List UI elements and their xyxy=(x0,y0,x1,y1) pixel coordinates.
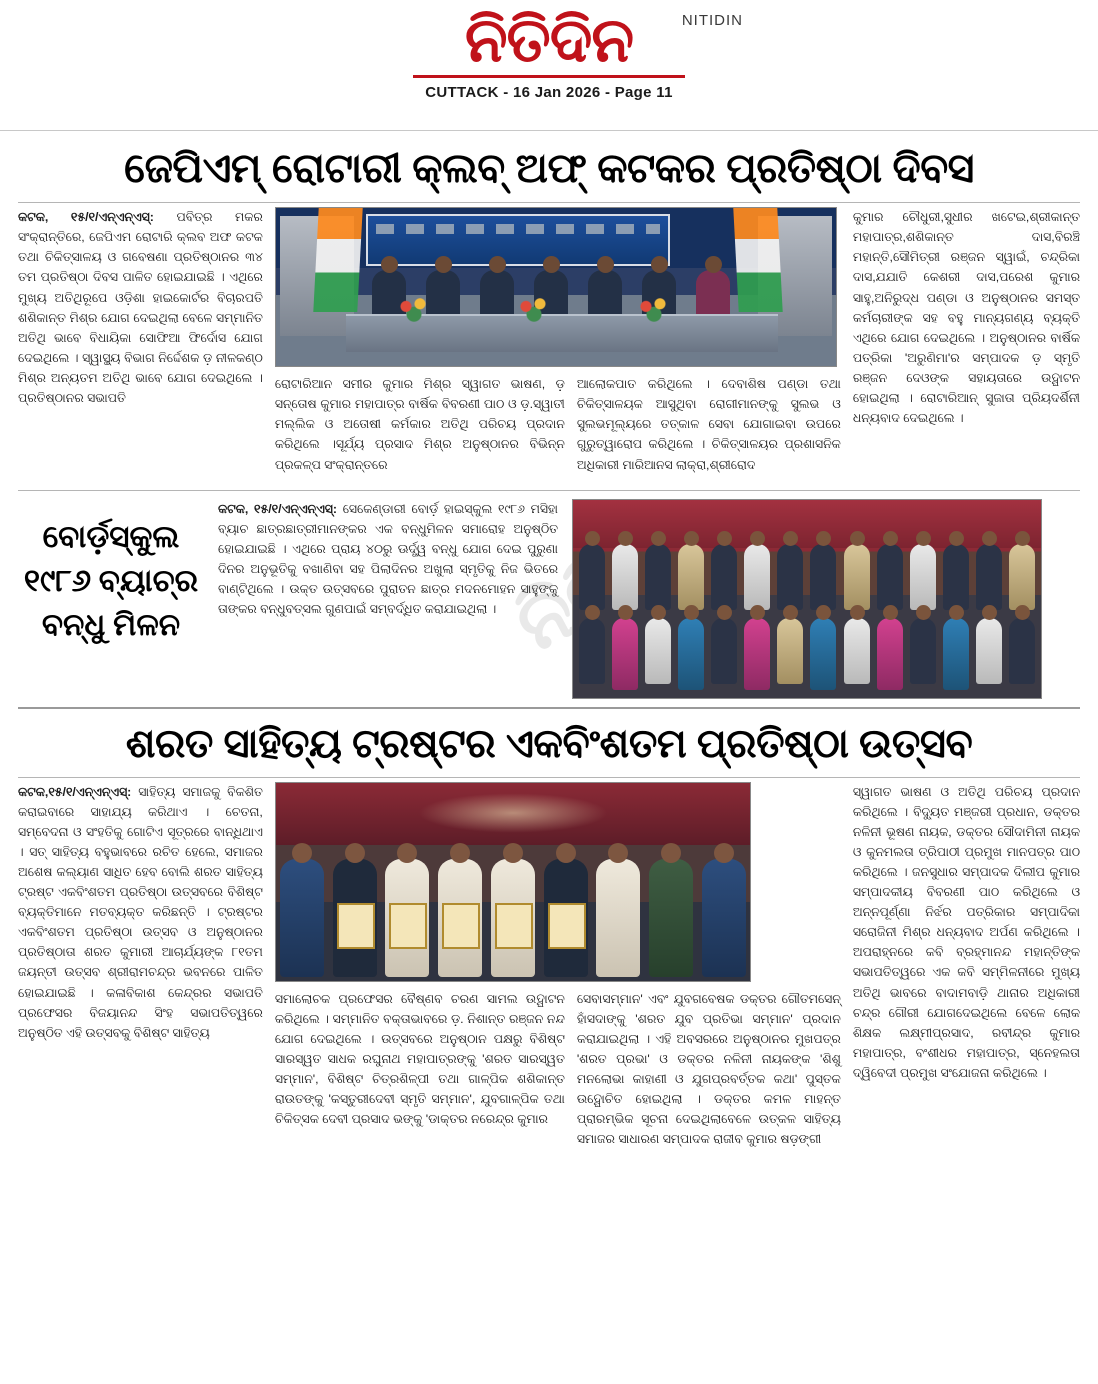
dateline: କଟକ, ୧୫/୧/ଏନ୍ଏନ୍ଏସ୍: xyxy=(18,210,154,225)
column-2-3-with-photo xyxy=(275,782,841,1155)
article-jpm-rotary xyxy=(0,131,1098,490)
column-1 xyxy=(18,207,263,479)
paragraph: ସ୍ୱାଗତ ଭାଷଣ ଓ ଅତିଥି ପରିଚୟ ପ୍ରଦାନ କରିଥିଲେ । ବିଦ୍ୟୁତ ମଞ୍ଜରୀ ପ୍ରଧାନ, ଡକ୍ତର ନଳିନୀ ଭୂଷଣ ନାୟକ, ଡକ୍ତର ସୌଦାମିନୀ ନାୟକ ଓ କୁନମଲତା ତ୍ରିପାଠୀ ପ୍ରମୁଖ ମାନପତ୍ର ପାଠ କରିଥିଲେ । ଜନସୁଧାର ସମ୍ପାଦକ ଦିଲୀପ କୁମାର ସମ୍ପାଦକୀୟ ବିବରଣୀ ପାଠ କରିଥିଲେ ଓ ଅନ୍ନପୂର୍ଣ୍ଣା ନିର୍ଝର ପତ୍ରିକାର ସମ୍ପାଦିକା ସରୋଜିନୀ ମିଶ୍ର ଧନ୍ୟବାଦ ଅର୍ପଣ କରିଥିଲେ । ଅପରାହ୍ନରେ କବି ବ୍ରହ୍ମାନନ୍ଦ ମହାନ୍ତିଙ୍କ ସଭାପତିତ୍ୱରେ ଏକ କବି ସମ୍ମିଳନୀରେ ମୁଖ୍ୟ ଅତିଥି ଭାବରେ ବାଦାମବାଡ଼ି ଥାନାର ଅଧିକାରୀ ଚନ୍ଦ୍ର ଗୌରୀ ଯୋଗଦେଇଥିଲେ ବେଳେ ଲୋକ ଶିକ୍ଷକ ଲକ୍ଷ୍ମୀପ୍ରସାଦ, ରବୀନ୍ଦ୍ର କୁମାର ମହାପାତ୍ର, ବଂଶୀଧର ମହାପାତ୍ର, ସ୍ନେହଲତା ଦ୍ୱିବେଦୀ ପ୍ରମୁଖ ସଂଯୋଜନା କରିଥିଲେ । xyxy=(852,784,1080,1080)
article-columns xyxy=(0,203,1098,489)
paragraph: ସେବାସମ୍ମାନ' ଏବଂ ଯୁବଗବେଷକ ଡକ୍ତର ଗୌତମସେନ୍ ହାଁସଦାଙ୍କୁ 'ଶରତ ଯୁବ ପ୍ରତିଭା ସମ୍ମାନ' ପ୍ରଦାନ କରାଯାଇଥିଲା । ଏହି ଅବସରରେ ଅନୁଷ୍ଠାନର ମୁଖପତ୍ର 'ଶରତ ପ୍ରଭା' ଓ ଡକ୍ତର ନଳିନୀ ନାୟକଙ୍କ 'ଶିଶୁ ମନଲୋଭା କାହାଣୀ ଓ ଯୁଗପ୍ରବର୍ତ୍ତକ କଥା' ପୁସ୍ତକ ଉଦ୍ଘୋଚିତ ହୋଇଥିଲା । ଡକ୍ତର କମଳ ମାହନ୍ତ ପ୍ରାରମ୍ଭିକ ସୂଚନା ଦେଇଥିଲାବେଳେ ଉତ୍କଳ ସାହିତ୍ୟ ସମାଜର ସାଧାରଣ ସମ୍ପାଦକ ରାଜୀବ କୁମାର ଷଡ଼ଙ୍ଗୀ xyxy=(576,991,841,1147)
article-columns xyxy=(0,778,1098,1167)
paragraph xyxy=(218,499,558,620)
column-2 xyxy=(275,989,565,1155)
paragraph xyxy=(18,782,263,1043)
dateline: କଟକ,୧୫/୧/ଏନ୍ଏନ୍ଏସ୍: xyxy=(18,784,132,799)
article-sarat-sahitya xyxy=(0,709,1098,1167)
paragraph: ରୋଟାରିଆନ ସମୀର କୁମାର ମିଶ୍ର ସ୍ୱାଗତ ଭାଷଣ, ଡ଼ ସନ୍ତୋଷ କୁମାର ମହାପାତ୍ର ବାର୍ଷିକ ବିବରଣୀ ପାଠ ଓ ଡ଼.ସ୍ୱାତୀ ମଲ୍ଲିକ ଓ ଅତୋଷୀ କର୍ମକାର ଅତିଥି ପରିଚୟ ପ୍ରଦାନ କରିଥିଲେ ।ସୂର୍ଯ୍ୟ ପ୍ରସାଦ ମିଶ୍ର ଅନୁଷ୍ଠାନର ବିଭିନ୍ନ ପ୍ରକଳ୍ପ ସଂକ୍ରାନ୍ତରେ xyxy=(274,377,565,472)
column-4 xyxy=(853,207,1080,479)
article-headline: ଶରତ ସାହିତ୍ୟ ଟ୍ରଷ୍ଟର ଏକବିଂଶତମ ପ୍ରତିଷ୍ଠା ଉତ୍ସବ xyxy=(125,721,973,766)
logo-underline xyxy=(413,75,685,78)
paragraph-text: ପବିତ୍ର ମକର ସଂକ୍ରାନ୍ତିରେ, ଜେପିଏମ ରୋଟାରି କ୍ଲବ ଅଫ କଟକ ତଥା ଚିକିତ୍ସାଳୟ ଓ ଗବେଷଣା ପ୍ରତିଷ୍ଠାନର ୩୪ ତମ ପ୍ରତିଷ୍ଠା ଦିବସ ପାଳିତ ହୋଇଯାଇଛି । ଏଥିରେ ମୁଖ୍ୟ ଅତିଥିରୂପେ ଓଡ଼ିଶା ହାଇକୋର୍ଟର ବିଚାରପତି ଶଶିକାନ୍ତ ମିଶ୍ର ଯୋଗ ଦେଇଥିଲା ବେଳେ ସମ୍ମାନିତ ଅତିଥି ଭାବେ ବିଧାୟିକା ସୋଫିଆ ଫିର୍ଦୋସ ଯୋଗ ଦେଇଥିଲେ । ସ୍ୱାସ୍ଥ୍ୟ ବିଭାଗ ନିର୍ଦ୍ଦେଶକ ଡ଼ ନୀଳକଣ୍ଠ ମିଶ୍ର ଅନ୍ୟତମ ଅତିଥି ଭାବେ ଯୋଗ ଦେଇଥିଲେ । ପ୍ରତିଷ୍ଠାନର ସଭାପତି xyxy=(18,210,263,405)
side-headline-column xyxy=(18,499,204,647)
paragraph: କୁମାର ଚୌଧୁରୀ,ସୁଧୀର ଖଟେଇ,ଶ୍ରୀକାନ୍ତ ମହାପାତ୍ର,ଶଶିକାନ୍ତ ଦାସ,ବିରଞ୍ଚି ମହାନ୍ତି,ସୌମିତ୍ରୀ ରଞ୍ଜନ ସ୍ୱାଇଁ, ଚନ୍ଦ୍ରିକା ଦାସ,ଯଯାତି କେଶରୀ ଦାସ,ପରେଶ କୁମାର ସାହୁ,ଅନିରୁଦ୍ଧ ପଣ୍ଡା ଓ ଅନୁଷ୍ଠାନର ସମସ୍ତ କର୍ମଚାରୀଙ୍କ ସହ ବହୁ ମାନ୍ୟଗଣ୍ୟ ବ୍ୟକ୍ତି ଏଥିରେ ଯୋଗ ଦେଇଥିଲେ । ଅନୁଷ୍ଠାନର ବାର୍ଷିକ ପତ୍ରିକା 'ଅରୁଣିମା'ର ସମ୍ପାଦକ ଡ଼ ସ୍ମୃତି ରଞ୍ଜନ ଦେଓଙ୍କ ସହାୟତାରେ ଉଦ୍ଘାଟନ ହୋଇଥିଲା । ରୋଟାରିଆନ୍ ସୁଜାତା ପ୍ରିୟଦର୍ଶିନୀ ଧନ୍ୟବାଦ ଦେଇଥିଲେ । xyxy=(852,210,1080,426)
article-photo-group xyxy=(572,499,1042,699)
masthead xyxy=(0,0,1098,131)
article-headline: ଜେପିଏମ୍ ରୋଟାରୀ କ୍ଲବ୍ ଅଫ୍ କଟକର ପ୍ରତିଷ୍ଠା ଦିବସ xyxy=(124,145,974,191)
logo xyxy=(413,6,743,78)
column-1 xyxy=(18,782,263,1155)
paragraph: ଆଲୋକପାତ କରିଥିଲେ । ଦେବାଶିଷ ପଣ୍ଡା ତଥା ଚିକିତ୍ସାଳୟକ ଆସୁଥିବା ରୋଗୀମାନଙ୍କୁ ସୁଲଭ ଓ ସୁଲଭମୂଲ୍ୟରେ ତତ୍କାଳ ସେବା ଯୋଗାଇବା ଉପରେ ଗୁରୁତ୍ୱାରୋପ କରିଥିଲେ । ଚିକିତ୍ସାଳୟର ପ୍ରଶାସନିକ ଅଧିକାରୀ ମାରିଆନସ ଲାକ୍ରା,ଶ୍ରୀରୋଦ xyxy=(576,377,841,472)
column-2 xyxy=(275,374,565,479)
article-columns xyxy=(0,491,1098,707)
article-photo-dais xyxy=(275,207,837,367)
column-4 xyxy=(853,782,1080,1155)
column-1 xyxy=(218,499,558,625)
photo-column xyxy=(572,499,1046,699)
paragraph-text: ସେକେଣ୍ଡାରୀ ବୋର୍ଡ଼ ହାଇସ୍କୁଲ ୧୯୮୬ ମସିହା ବ୍ୟାଚ ଛାତ୍ରଛାତ୍ରୀମାନଙ୍କର ଏକ ବନ୍ଧୁମିଳନ ସମାରୋହ ଅନୁଷ୍ଠିତ ହୋଇଯାଇଛି । ଏଥିରେ ପ୍ରାୟ ୪୦ରୁ ଊର୍ଦ୍ଧ୍ୱ ବନ୍ଧୁ ଯୋଗ ଦେଇ ପୁରୁଣା ଦିନର ଅନୁଭୂତିକୁ ବଖାଣିବା ସହ ପିଲାଦିନର ଅଖୁଲା ସ୍ମୃତିକୁ ନିଜ ଭିତରେ ବାଣ୍ଟିଥିଲେ । ଉକ୍ତ ଉତ୍ସବରେ ପୁରାତନ ଛାତ୍ର ମଦନମୋହନ ସାହୁଙ୍କୁ ତାଙ୍କର ବନ୍ଧୁବତ୍ସଲ ଗୁଣପାଇଁ ସମ୍ବର୍ଦ୍ଧିତ କରାଯାଇଥିଲା । xyxy=(218,501,558,617)
article-photo-felicitation xyxy=(275,782,751,982)
article-headline: ବୋର୍ଡ଼ସ୍କୁଲ ୧୯୮୬ ବ୍ୟାଚ୍‌ର ବନ୍ଧୁ ମିଳନ xyxy=(23,518,199,642)
column-3 xyxy=(577,374,841,479)
paragraph-text: ସାହିତ୍ୟ ସମାଜକୁ ବିକଶିତ କରାଇବାରେ ସାହାଯ୍ୟ କରିଥାଏ । ଚେତନା, ସମ୍ବେଦନା ଓ ସଂହତିକୁ ଗୋଟିଏ ସୂତ୍ରରେ ବାନ୍ଧିଥାଏ । ସତ୍ ସାହିତ୍ୟ ବହୁଭାବରେ ରଚିତ ହେଲେ, ସମାଜର ଅଶେଷ କଲ୍ୟାଣ ସାଧିତ ହେବ ବୋଲି ଶରତ ସାହିତ୍ୟ ଟ୍ରଷ୍ଟ ଏକବିଂଶତମ ପ୍ରତିଷ୍ଠା ଉତ୍ସବରେ ବିଶିଷ୍ଟ ବ୍ୟକ୍ତିମାନେ ମତବ୍ୟକ୍ତ କରିଛନ୍ତି । ଟ୍ରଷ୍ଟର ଏକବିଂଶତମ ପ୍ରତିଷ୍ଠା ଉତ୍ସବ ଓ ଅନୁଷ୍ଠାନର ପ୍ରତିଷ୍ଠାତା ଶରତ କୁମାରୀ ଆଚାର୍ଯ୍ୟଙ୍କ ୮୧ତମ ଜୟନ୍ତୀ ଉତ୍ସବ ଶ୍ରୀରାମଚନ୍ଦ୍ର ଭବନରେ ପାଳିତ ହୋଇଯାଇଛି । କଳାବିକାଶ କେନ୍ଦ୍ରର ସଭାପତି ପ୍ରଫେସର ବିଜୟାନନ୍ଦ ସିଂହ ସଭାପତିତ୍ୱରେ ଅନୁଷ୍ଠିତ ଏହି ଉତ୍ସବକୁ ବିଶିଷ୍ଟ ସାହିତ୍ୟ xyxy=(18,784,263,1040)
logo-text: ନିତିଦିନ xyxy=(464,6,634,75)
paragraph xyxy=(18,207,263,408)
column-2-3-with-photo xyxy=(275,207,841,479)
dateline: କଟକ, ୧୫/୧/ଏନ୍ଏନ୍ଏସ୍: xyxy=(218,501,337,516)
watermark: ନିତି xyxy=(501,540,639,669)
edition-line: CUTTACK - 16 Jan 2026 - Page 11 xyxy=(425,84,673,102)
paragraph: ସମାଲୋଚକ ପ୍ରଫେସର ବୈଷ୍ଣବ ଚରଣ ସାମଲ ଉଦ୍ଘାଟନ କରିଥିଲେ । ସମ୍ମାନିତ ବକ୍ତାଭାବରେ ଡ଼. ନିଶାନ୍ତ ରଞ୍ଜନ ନନ୍ଦ ଯୋଗ ଦେଇଥିଲେ । ଉତ୍ସବରେ ଅନୁଷ୍ଠାନ ପକ୍ଷରୁ ବିଶିଷ୍ଟ ସାରସ୍ୱତ ସାଧକ ରଘୁନାଥ ମହାପାତ୍ରଙ୍କୁ 'ଶରତ ସାରସ୍ୱତ ସମ୍ମାନ', ବିଶିଷ୍ଟ ଚିତ୍ରଶିଳ୍ପୀ ତଥା ଗାଳ୍ପିକ ଶଶିକାନ୍ତ ରାଉତଙ୍କୁ 'କସ୍ତୁରୀଦେବୀ ସ୍ମୃତି ସମ୍ମାନ', ଯୁବଗାଳ୍ପିକ ତଥା ଚିକିତ୍ସକ ଦେବୀ ପ୍ରସାଦ ଭଙ୍କୁ 'ଡାକ୍ତର ନରେନ୍ଦ୍ର କୁମାର xyxy=(274,991,565,1127)
logo-english-name: NITIDIN xyxy=(681,12,743,29)
article-board-school xyxy=(0,491,1098,707)
column-3 xyxy=(577,989,841,1155)
